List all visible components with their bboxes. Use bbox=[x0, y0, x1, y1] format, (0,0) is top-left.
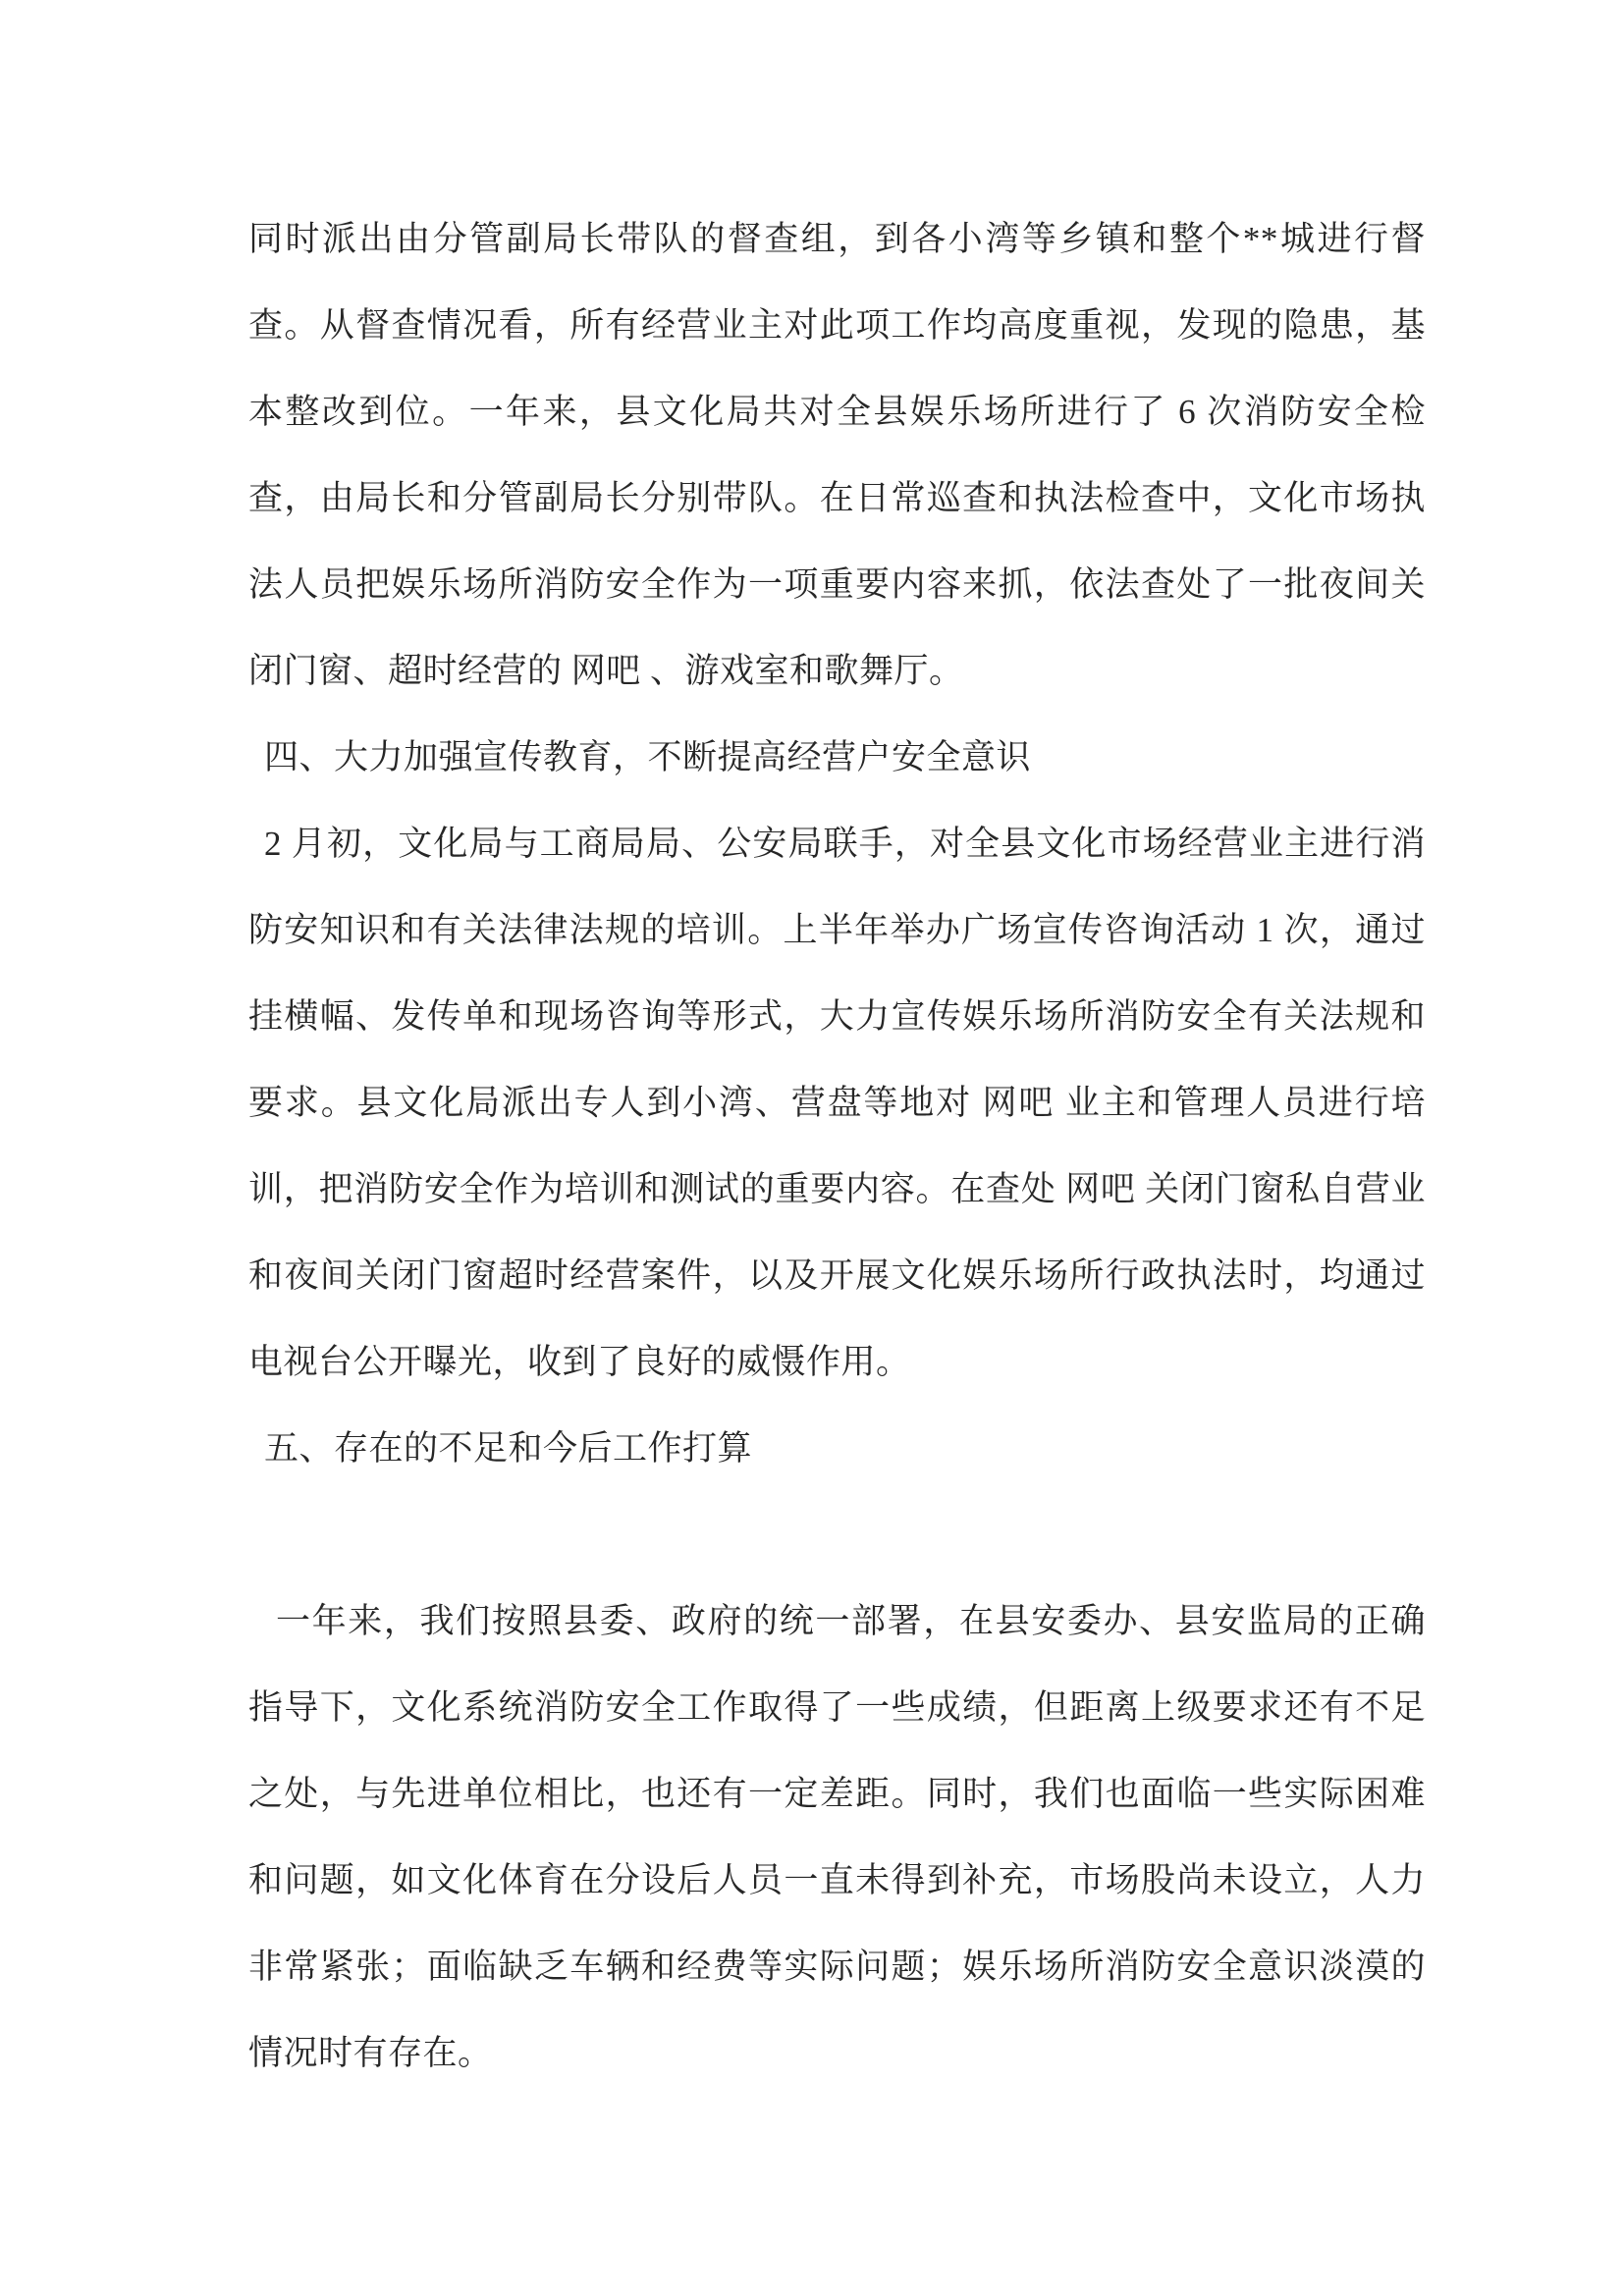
paragraph-inspection-summary: 同时派出由分管副局长带队的督查组，到各小湾等乡镇和整个**城进行督查。从督查情况看，所有经营业主对此项工作均高度重视，发现的隐患，基本整改到位。一年来，县文化局共对全县娱乐场所进行了 6 次消防安全检查，由局长和分管副局长分别带队。在日常巡查和执法检查中，文化市场执法人员把娱乐场所消防安全作为一项重要内容来抓，依法查处了一批夜间关闭门窗、超时经营的 网吧 、游戏室和歌舞厅。 bbox=[248, 220, 1426, 690]
paragraph-publicity-education: 2 月初，文化局与工商局局、公安局联手，对全县文化市场经营业主进行消防安知识和有关法律法规的培训。上半年举办广场宣传咨询活动 1 次，通过挂横幅、发传单和现场咨询等形式，大力宣传娱乐场所消防安全有关法规和要求。县文化局派出专人到小湾、营盘等地对 网吧 业主和管理人员进行培训，把消防安全作为培训和测试的重要内容。在查处 网吧 关闭门窗私自营业和夜间关闭门窗超时经营案件，以及开展文化娱乐场所行政执法时，均通过电视台公开曝光，收到了良好的威慑作用。 bbox=[248, 825, 1426, 1381]
paragraph-shortcomings-plans: 一年来，我们按照县委、政府的统一部署，在县安委办、县安监局的正确指导下，文化系统消防安全工作取得了一些成绩，但距离上级要求还有不足之处，与先进单位相比，也还有一定差距。同时，我们也面临一些实际困难和问题，如文化体育在分设后人员一直未得到补充，市场股尚未设立，人力非常紧张；面临缺乏车辆和经费等实际问题；娱乐场所消防安全意识淡漠的情况时有存在。 bbox=[248, 1602, 1426, 2072]
section-heading-five: 五、存在的不足和今后工作打算 bbox=[264, 1429, 753, 1468]
blank-line-spacer bbox=[248, 1492, 1426, 1578]
section-heading-four: 四、大力加强宣传教育，不断提高经营户安全意识 bbox=[264, 738, 1032, 776]
document-body bbox=[248, 196, 1426, 2097]
